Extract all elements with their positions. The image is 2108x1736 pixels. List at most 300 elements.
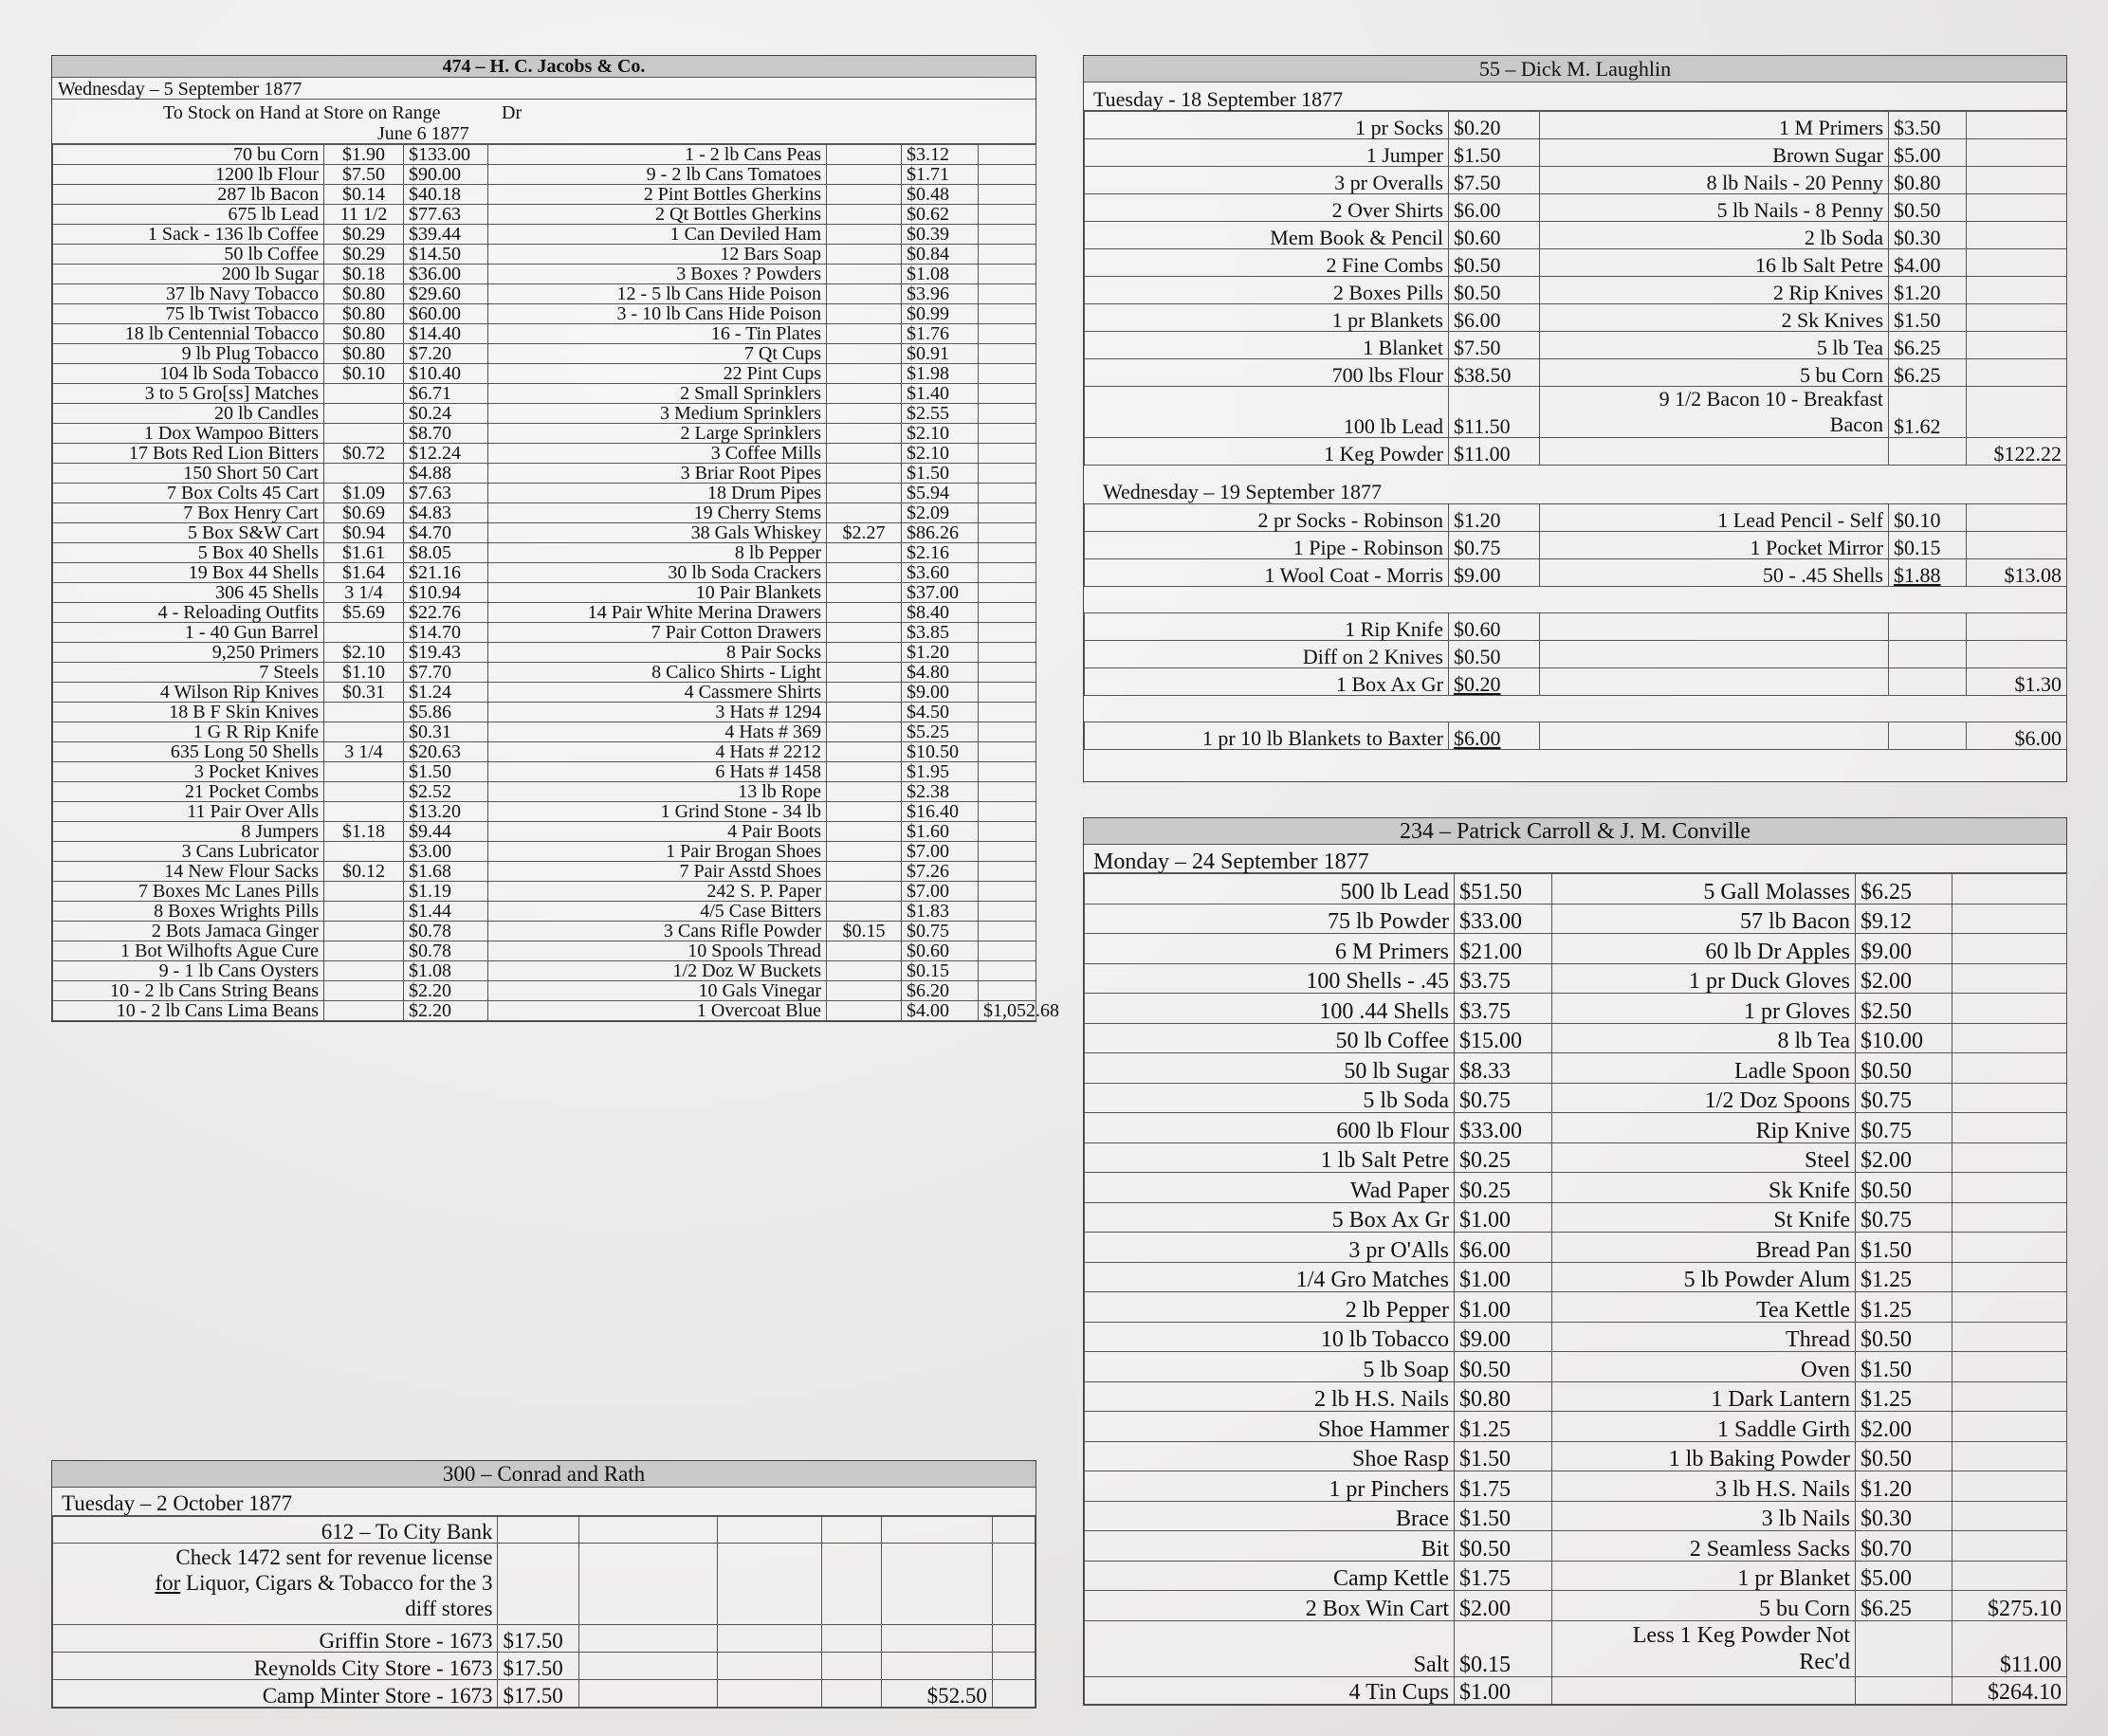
amount-cell: $1.40 bbox=[902, 384, 979, 404]
table-row bbox=[1085, 222, 2067, 249]
table-row bbox=[53, 284, 1036, 304]
price-cell: $0.80 bbox=[1455, 1381, 1552, 1412]
store-cell: Griffin Store - 1673 bbox=[53, 1625, 498, 1653]
price-cell: $21.00 bbox=[1455, 934, 1552, 964]
total-cell: $52.50 bbox=[881, 1680, 992, 1708]
amount-cell: $4.50 bbox=[902, 703, 979, 722]
item-cell: 13 lb Rope bbox=[488, 782, 827, 802]
table-row bbox=[53, 245, 1036, 265]
total-cell bbox=[979, 742, 1036, 762]
table-row bbox=[53, 981, 1036, 1001]
amount-cell: $2.38 bbox=[902, 782, 979, 802]
rate-cell bbox=[827, 742, 902, 762]
amount-cell: $3.12 bbox=[902, 145, 979, 165]
amount-cell: $0.60 bbox=[902, 941, 979, 961]
rate-cell bbox=[827, 145, 902, 165]
table-row bbox=[1085, 1591, 2067, 1621]
total-cell bbox=[979, 404, 1036, 424]
rate-cell: $0.69 bbox=[324, 503, 404, 523]
item-cell: 3 - 10 lb Cans Hide Poison bbox=[488, 304, 827, 324]
amount-cell: $7.20 bbox=[404, 344, 488, 364]
item-cell: 200 lb Sugar bbox=[53, 265, 324, 284]
price-cell: $0.30 bbox=[1856, 1501, 1952, 1531]
rate-cell: 11 1/2 bbox=[324, 205, 404, 225]
item-cell: 9 - 2 lb Cans Tomatoes bbox=[488, 165, 827, 185]
empty-cell bbox=[578, 1625, 717, 1653]
price-cell: $1.62 bbox=[1889, 387, 1967, 438]
price-cell: $1.25 bbox=[1856, 1381, 1952, 1412]
amount-cell: $14.40 bbox=[404, 324, 488, 344]
amount-cell: $13.20 bbox=[404, 802, 488, 822]
item-cell: 600 lb Flour bbox=[1085, 1113, 1455, 1143]
total-cell bbox=[979, 503, 1036, 523]
price-cell: $3.50 bbox=[1889, 112, 1967, 139]
jacobs-date: Wednesday – 5 September 1877 bbox=[52, 78, 1036, 100]
price-cell: $1.75 bbox=[1455, 1471, 1552, 1502]
rate-cell bbox=[827, 822, 902, 842]
item-cell: 7 Pair Cotton Drawers bbox=[488, 623, 827, 643]
price-cell: $0.80 bbox=[1889, 167, 1967, 194]
jacobs-intro-line1: To Stock on Hand at Store on Range bbox=[163, 102, 441, 123]
table-row bbox=[1085, 874, 2067, 905]
item-cell: Thread bbox=[1552, 1322, 1856, 1352]
item-cell: 100 Shells - .45 bbox=[1085, 963, 1455, 994]
rate-cell bbox=[324, 464, 404, 484]
total-cell bbox=[1967, 139, 2067, 167]
amount-cell: $0.84 bbox=[902, 245, 979, 265]
amount-cell: $2.10 bbox=[902, 444, 979, 464]
amount-cell: $77.63 bbox=[404, 205, 488, 225]
item-cell: 10 Spools Thread bbox=[488, 941, 827, 961]
item-cell: Shoe Rasp bbox=[1085, 1441, 1455, 1471]
amount-cell: $9.00 bbox=[902, 683, 979, 703]
item-cell: 2 Rip Knives bbox=[1540, 277, 1889, 304]
price-cell: $0.70 bbox=[1856, 1531, 1952, 1562]
total-cell bbox=[979, 364, 1036, 384]
item-cell: 3 pr Overalls bbox=[1085, 167, 1449, 194]
table-row bbox=[1085, 112, 2067, 139]
amount-cell: $1.20 bbox=[902, 643, 979, 663]
item-cell: 1 Dark Lantern bbox=[1552, 1381, 1856, 1412]
item-cell: Tea Kettle bbox=[1552, 1292, 1856, 1323]
rate-cell bbox=[827, 683, 902, 703]
price-cell: $7.50 bbox=[1449, 332, 1540, 359]
table-row bbox=[1085, 1142, 2067, 1173]
total-cell bbox=[979, 225, 1036, 245]
amount-cell: $0.62 bbox=[902, 205, 979, 225]
carroll-header: 234 – Patrick Carroll & J. M. Conville bbox=[1084, 818, 2066, 845]
item-cell: 675 lb Lead bbox=[53, 205, 324, 225]
rate-cell: $0.15 bbox=[827, 922, 902, 941]
rate-cell: $0.14 bbox=[324, 185, 404, 205]
item-cell: 18 lb Centennial Tobacco bbox=[53, 324, 324, 344]
amount-cell: $7.00 bbox=[902, 882, 979, 902]
table-row bbox=[1085, 1053, 2067, 1084]
price-cell: $1.25 bbox=[1856, 1262, 1952, 1292]
total-cell bbox=[1952, 1083, 2067, 1113]
price-cell: $2.00 bbox=[1856, 963, 1952, 994]
item-cell: 3 lb Nails bbox=[1552, 1501, 1856, 1531]
price-cell: $0.75 bbox=[1856, 1083, 1952, 1113]
table-row bbox=[1085, 1441, 2067, 1471]
amount-cell: $0.15 bbox=[902, 961, 979, 981]
total-cell: $6.00 bbox=[1967, 722, 2067, 750]
item-cell bbox=[1540, 387, 1889, 438]
table-row bbox=[53, 1653, 1036, 1680]
rate-cell: $1.10 bbox=[324, 663, 404, 683]
item-cell: 287 lb Bacon bbox=[53, 185, 324, 205]
rate-cell bbox=[324, 762, 404, 782]
price-cell: $1.50 bbox=[1889, 304, 1967, 332]
price-cell: $1.20 bbox=[1856, 1471, 1952, 1502]
item-cell: 4 Cassmere Shirts bbox=[488, 683, 827, 703]
item-cell: 5 Box Ax Gr bbox=[1085, 1202, 1455, 1233]
empty-cell bbox=[821, 1517, 881, 1544]
rate-cell: $0.94 bbox=[324, 523, 404, 543]
price-cell: $4.00 bbox=[1889, 249, 1967, 277]
total-cell: $264.10 bbox=[1952, 1676, 2067, 1704]
total-cell bbox=[1967, 222, 2067, 249]
total-cell bbox=[1967, 613, 2067, 641]
table-row bbox=[1085, 904, 2067, 934]
rate-cell bbox=[827, 404, 902, 424]
total-cell bbox=[1952, 1173, 2067, 1203]
amount-cell: $4.80 bbox=[902, 663, 979, 683]
item-cell: 3 Boxes ? Powders bbox=[488, 265, 827, 284]
less-line-2: Rec'd bbox=[1799, 1649, 1850, 1674]
item-cell: 11 Pair Over Alls bbox=[53, 802, 324, 822]
amount-cell: $36.00 bbox=[404, 265, 488, 284]
item-cell: 635 Long 50 Shells bbox=[53, 742, 324, 762]
total-cell bbox=[1967, 277, 2067, 304]
conrad-header: 300 – Conrad and Rath bbox=[52, 1461, 1036, 1488]
item-cell: 1 Saddle Girth bbox=[1552, 1412, 1856, 1442]
price-cell: $0.75 bbox=[1856, 1113, 1952, 1143]
empty-cell bbox=[717, 1625, 821, 1653]
price-cell: $9.00 bbox=[1455, 1322, 1552, 1352]
rate-cell bbox=[827, 862, 902, 882]
price-cell: $2.00 bbox=[1455, 1591, 1552, 1621]
item-cell: 10 lb Tobacco bbox=[1085, 1322, 1455, 1352]
price-cell: $1.20 bbox=[1449, 504, 1540, 532]
empty-cell bbox=[578, 1653, 717, 1680]
amount-cell: $21.16 bbox=[404, 563, 488, 583]
item-cell: 1 pr 10 lb Blankets to Baxter bbox=[1085, 722, 1449, 750]
item-cell: Bread Pan bbox=[1552, 1233, 1856, 1263]
total-cell bbox=[979, 902, 1036, 922]
table-row bbox=[53, 862, 1036, 882]
amount-cell: $2.52 bbox=[404, 782, 488, 802]
item-cell: 5 Box S&W Cart bbox=[53, 523, 324, 543]
total-cell bbox=[979, 862, 1036, 882]
total-cell bbox=[1952, 1412, 2067, 1442]
item-cell: 2 Over Shirts bbox=[1085, 194, 1449, 222]
check-line-2-rest: Liquor, Cigars & Tobacco for the 3 bbox=[180, 1571, 493, 1596]
rate-cell bbox=[827, 245, 902, 265]
total-cell: $122.22 bbox=[1967, 438, 2067, 466]
table-row bbox=[53, 205, 1036, 225]
total-cell bbox=[979, 563, 1036, 583]
item-cell: 5 bu Corn bbox=[1552, 1591, 1856, 1621]
item-cell: 1 Blanket bbox=[1085, 332, 1449, 359]
item-cell: 2 lb Pepper bbox=[1085, 1292, 1455, 1323]
rate-cell bbox=[827, 464, 902, 484]
rate-cell bbox=[827, 344, 902, 364]
price-cell: $1.88 bbox=[1889, 559, 1967, 587]
item-cell: 1 - 40 Gun Barrel bbox=[53, 623, 324, 643]
table-row bbox=[1085, 1676, 2067, 1704]
item-cell: 5 lb Nails - 8 Penny bbox=[1540, 194, 1889, 222]
rate-cell bbox=[324, 922, 404, 941]
table-row bbox=[1085, 387, 2067, 438]
total-cell: $1.30 bbox=[1967, 668, 2067, 696]
item-cell: 5 lb Soap bbox=[1085, 1352, 1455, 1382]
table-row bbox=[1085, 139, 2067, 167]
item-cell: Shoe Hammer bbox=[1085, 1412, 1455, 1442]
jacobs-ledger bbox=[51, 55, 1059, 1022]
price-cell: $0.25 bbox=[1455, 1142, 1552, 1173]
table-row bbox=[53, 543, 1036, 563]
rate-cell: $0.80 bbox=[324, 324, 404, 344]
item-cell: 14 New Flour Sacks bbox=[53, 862, 324, 882]
rate-cell bbox=[827, 981, 902, 1001]
empty-cell bbox=[881, 1517, 992, 1544]
price-cell bbox=[1889, 438, 1967, 466]
rate-cell bbox=[827, 802, 902, 822]
table-row bbox=[1085, 194, 2067, 222]
amount-cell: $1.95 bbox=[902, 762, 979, 782]
rate-cell: $7.50 bbox=[324, 165, 404, 185]
price-cell: $1.25 bbox=[1856, 1292, 1952, 1323]
amount-cell: $4.88 bbox=[404, 464, 488, 484]
item-cell: 2 Fine Combs bbox=[1085, 249, 1449, 277]
rate-cell bbox=[827, 364, 902, 384]
rate-cell bbox=[827, 225, 902, 245]
total-cell bbox=[979, 643, 1036, 663]
laughlin-date-2: Wednesday – 19 September 1877 bbox=[1103, 480, 1382, 503]
total-cell bbox=[979, 941, 1036, 961]
empty-cell bbox=[717, 1517, 821, 1544]
item-cell: 3 Cans Rifle Powder bbox=[488, 922, 827, 941]
conrad-ledger bbox=[51, 1460, 1036, 1709]
item-cell bbox=[1540, 722, 1889, 750]
item-cell: 30 lb Soda Crackers bbox=[488, 563, 827, 583]
item-cell: 1 Dox Wampoo Bitters bbox=[53, 424, 324, 444]
total-cell bbox=[1967, 112, 2067, 139]
check-description bbox=[53, 1544, 498, 1625]
item-cell: 7 Qt Cups bbox=[488, 344, 827, 364]
total-cell bbox=[979, 523, 1036, 543]
item-cell: 8 Pair Socks bbox=[488, 643, 827, 663]
item-cell: 50 - .45 Shells bbox=[1540, 559, 1889, 587]
item-cell: Camp Kettle bbox=[1085, 1561, 1455, 1591]
table-row bbox=[53, 364, 1036, 384]
table-row bbox=[53, 822, 1036, 842]
rate-cell: $0.72 bbox=[324, 444, 404, 464]
rate-cell bbox=[827, 265, 902, 284]
amount-cell: $2.55 bbox=[902, 404, 979, 424]
check-line-2 bbox=[58, 1571, 492, 1597]
item-cell: 3 lb H.S. Nails bbox=[1552, 1471, 1856, 1502]
price-cell: $6.25 bbox=[1889, 359, 1967, 387]
table-row bbox=[1085, 934, 2067, 964]
item-cell bbox=[1540, 613, 1889, 641]
item-cell: 306 45 Shells bbox=[53, 583, 324, 603]
item-cell: Salt bbox=[1085, 1620, 1455, 1676]
table-row bbox=[53, 643, 1036, 663]
price-cell: $6.00 bbox=[1455, 1233, 1552, 1263]
item-cell: 50 lb Coffee bbox=[53, 245, 324, 265]
rate-cell: $5.69 bbox=[324, 603, 404, 623]
price-cell: $1.75 bbox=[1455, 1561, 1552, 1591]
table-row bbox=[1085, 722, 2067, 750]
item-cell: 17 Bots Red Lion Bitters bbox=[53, 444, 324, 464]
price-cell: $0.50 bbox=[1856, 1322, 1952, 1352]
rate-cell bbox=[827, 284, 902, 304]
table-row bbox=[53, 603, 1036, 623]
item-cell: 700 lbs Flour bbox=[1085, 359, 1449, 387]
item-cell: 9 lb Plug Tobacco bbox=[53, 344, 324, 364]
amount-cell: $86.26 bbox=[902, 523, 979, 543]
rate-cell bbox=[827, 165, 902, 185]
item-cell: 1 Box Ax Gr bbox=[1085, 668, 1449, 696]
rate-cell: $1.61 bbox=[324, 543, 404, 563]
item-cell: Rip Knive bbox=[1552, 1113, 1856, 1143]
item-cell: 3 Briar Root Pipes bbox=[488, 464, 827, 484]
amount-cell: $7.63 bbox=[404, 484, 488, 503]
rate-cell bbox=[827, 663, 902, 683]
rate-cell: $1.09 bbox=[324, 484, 404, 503]
rate-cell bbox=[827, 623, 902, 643]
item-cell: 100 .44 Shells bbox=[1085, 994, 1455, 1024]
price-cell bbox=[1856, 1676, 1952, 1704]
rate-cell bbox=[827, 842, 902, 862]
table-row bbox=[53, 145, 1036, 165]
item-cell: Diff on 2 Knives bbox=[1085, 641, 1449, 668]
total-cell bbox=[979, 444, 1036, 464]
item-cell: 1 Sack - 136 lb Coffee bbox=[53, 225, 324, 245]
amount-cell: $133.00 bbox=[404, 145, 488, 165]
amount-cell: $10.40 bbox=[404, 364, 488, 384]
rate-cell bbox=[324, 424, 404, 444]
laughlin-table-1 bbox=[1084, 111, 2067, 466]
total-cell: $275.10 bbox=[1952, 1591, 2067, 1621]
item-cell: 1 pr Socks bbox=[1085, 112, 1449, 139]
rate-cell bbox=[827, 205, 902, 225]
price-cell bbox=[1856, 1620, 1952, 1676]
item-cell: 1 pr Blankets bbox=[1085, 304, 1449, 332]
amount-cell: $60.00 bbox=[404, 304, 488, 324]
rate-cell bbox=[324, 981, 404, 1001]
price-cell: $0.75 bbox=[1449, 532, 1540, 559]
item-cell: 9 - 1 lb Cans Oysters bbox=[53, 961, 324, 981]
table-row bbox=[1085, 1262, 2067, 1292]
table-row bbox=[1085, 1233, 2067, 1263]
total-cell bbox=[979, 961, 1036, 981]
rate-cell bbox=[827, 543, 902, 563]
rate-cell: 3 1/4 bbox=[324, 742, 404, 762]
item-cell: 1/2 Doz Spoons bbox=[1552, 1083, 1856, 1113]
price-cell: $1.50 bbox=[1449, 139, 1540, 167]
rate-cell: $0.80 bbox=[324, 284, 404, 304]
item-cell: 16 - Tin Plates bbox=[488, 324, 827, 344]
item-cell: 1 M Primers bbox=[1540, 112, 1889, 139]
price-cell: $0.15 bbox=[1455, 1620, 1552, 1676]
amount-cell: $14.50 bbox=[404, 245, 488, 265]
empty-cell bbox=[992, 1625, 1035, 1653]
total-cell: $1,052.68 bbox=[979, 1001, 1036, 1021]
price-cell: $7.50 bbox=[1449, 167, 1540, 194]
item-cell: 100 lb Lead bbox=[1085, 387, 1449, 438]
table-row bbox=[53, 703, 1036, 722]
price-cell: $6.25 bbox=[1889, 332, 1967, 359]
rate-cell: $0.29 bbox=[324, 245, 404, 265]
item-cell: 5 Box 40 Shells bbox=[53, 543, 324, 563]
item-cell: Brown Sugar bbox=[1540, 139, 1889, 167]
table-row bbox=[1085, 559, 2067, 587]
table-row bbox=[53, 802, 1036, 822]
item-cell: 2 Boxes Pills bbox=[1085, 277, 1449, 304]
jacobs-intro bbox=[52, 100, 1036, 144]
item-cell: 5 lb Powder Alum bbox=[1552, 1262, 1856, 1292]
table-row bbox=[53, 1517, 1036, 1544]
amount-cell: $1.50 bbox=[902, 464, 979, 484]
table-row bbox=[1085, 359, 2067, 387]
price-cell: $6.25 bbox=[1856, 874, 1952, 905]
table-row bbox=[53, 265, 1036, 284]
amount-cell: $16.40 bbox=[902, 802, 979, 822]
item-cell: 18 Drum Pipes bbox=[488, 484, 827, 503]
table-row bbox=[1085, 1023, 2067, 1053]
table-row bbox=[53, 464, 1036, 484]
carroll-table bbox=[1084, 873, 2067, 1705]
total-cell bbox=[979, 583, 1036, 603]
amount-cell: $1.50 bbox=[404, 762, 488, 782]
item-cell: 1 pr Pinchers bbox=[1085, 1471, 1455, 1502]
amount-cell: $4.83 bbox=[404, 503, 488, 523]
item-cell: 1 pr Duck Gloves bbox=[1552, 963, 1856, 994]
price-cell: $3.75 bbox=[1455, 994, 1552, 1024]
amount-cell: $5.25 bbox=[902, 722, 979, 742]
table-row bbox=[1085, 1412, 2067, 1442]
item-cell: 3 Cans Lubricator bbox=[53, 842, 324, 862]
item-cell: 8 lb Tea bbox=[1552, 1023, 1856, 1053]
price-cell: $6.00 bbox=[1449, 194, 1540, 222]
amount-cell: $0.39 bbox=[902, 225, 979, 245]
amount-cell: $0.75 bbox=[902, 922, 979, 941]
total-cell bbox=[1952, 1471, 2067, 1502]
item-cell: 2 Bots Jamaca Ginger bbox=[53, 922, 324, 941]
item-cell: 3 Pocket Knives bbox=[53, 762, 324, 782]
item-cell: Bit bbox=[1085, 1531, 1455, 1562]
total-cell bbox=[1967, 641, 2067, 668]
price-cell: $0.50 bbox=[1455, 1352, 1552, 1382]
item-cell: 1 Can Deviled Ham bbox=[488, 225, 827, 245]
fee-cell: $17.50 bbox=[498, 1625, 578, 1653]
total-cell bbox=[881, 1653, 992, 1680]
item-cell: 6 Hats # 1458 bbox=[488, 762, 827, 782]
table-row bbox=[1085, 613, 2067, 641]
rate-cell bbox=[324, 384, 404, 404]
item-cell: 242 S. P. Paper bbox=[488, 882, 827, 902]
total-cell bbox=[979, 185, 1036, 205]
price-cell: $6.25 bbox=[1856, 1591, 1952, 1621]
item-cell: 1 Pocket Mirror bbox=[1540, 532, 1889, 559]
table-row bbox=[53, 583, 1036, 603]
rate-cell: $0.29 bbox=[324, 225, 404, 245]
item-cell: 1 Wool Coat - Morris bbox=[1085, 559, 1449, 587]
table-row bbox=[1085, 1083, 2067, 1113]
